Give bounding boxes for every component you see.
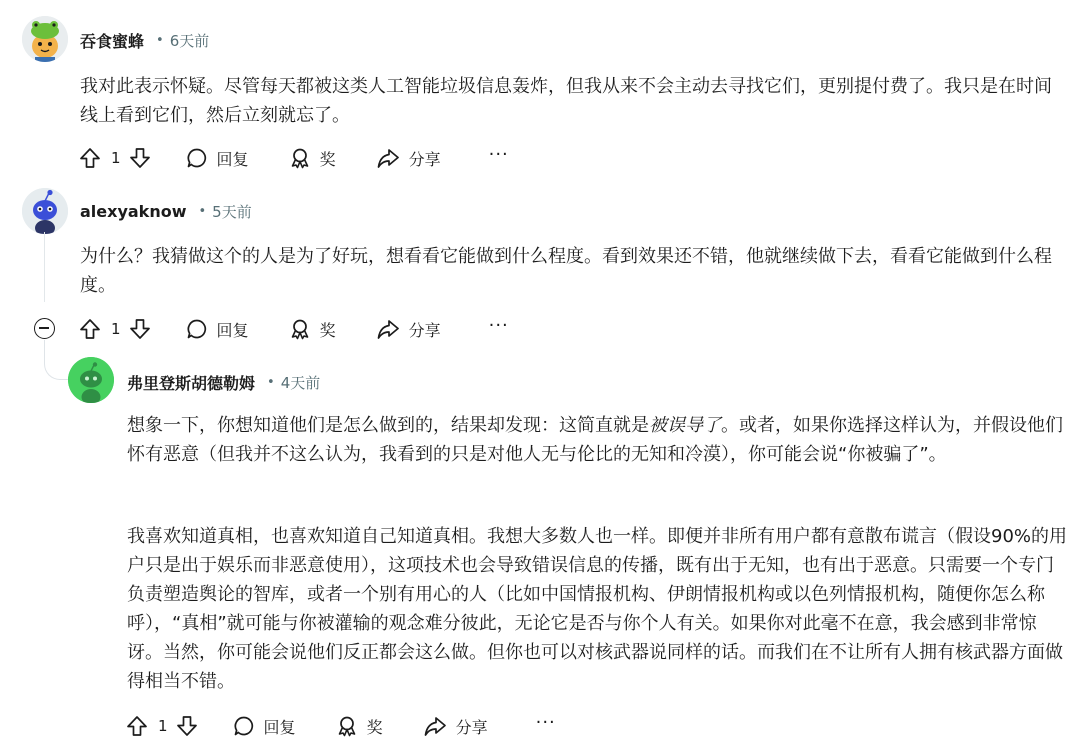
comment-body: 我对此表示怀疑。尽管每天都被这类人工智能垃圾信息轰炸，但我从来不会主动去寻找它们，更别提付费了。我只是在时间线上看到它们，然后立刻就忘了。: [80, 76, 1052, 126]
avatar[interactable]: [68, 357, 114, 403]
more-options-button[interactable]: ···: [488, 144, 509, 165]
avatar-snoo-icon: [22, 188, 68, 234]
timestamp[interactable]: 6天前: [169, 32, 210, 50]
upvote-button[interactable]: [125, 714, 149, 738]
paragraph-text: 。或者，如果你选择这样认为，并假设他们怀有恶意（但我并不这么认为，我看到的只是对他人无与伦比的无知和冷漠），你可能会说“你被骗了”。: [127, 415, 1063, 465]
comment-meta: [80, 201, 252, 222]
share-button[interactable]: [376, 147, 441, 170]
award-label: 奖: [366, 717, 383, 737]
username[interactable]: alexyaknow: [80, 202, 187, 221]
downvote-button[interactable]: [128, 317, 152, 341]
share-label: 分享: [455, 717, 488, 737]
upvote-icon: [78, 317, 102, 341]
comment-body: 为什么？我猜做这个的人是为了好玩，想看看它能做到什么程度。看到效果还不错，他就继续做下去，看看它能做到什么程度。: [80, 246, 1052, 296]
avatar[interactable]: [22, 16, 68, 62]
share-arrow-icon: [376, 318, 400, 340]
reply-label: 回复: [216, 149, 249, 169]
timestamp[interactable]: 5天前: [212, 203, 252, 221]
reply-label: 回复: [216, 320, 249, 340]
upvote-button[interactable]: [78, 317, 102, 341]
reply-bubble-icon: [233, 715, 255, 737]
downvote-icon: [128, 146, 152, 170]
share-arrow-icon: [376, 147, 400, 169]
downvote-icon: [175, 714, 199, 738]
avatar-frog-hat-icon: [22, 16, 68, 62]
share-arrow-icon: [423, 715, 447, 737]
comment-meta: [127, 371, 320, 394]
vote-count: 1: [111, 149, 121, 167]
reply-bubble-icon: [186, 318, 208, 340]
collapse-icon[interactable]: [34, 318, 55, 339]
comment-actions: [78, 314, 509, 344]
share-label: 分享: [408, 320, 441, 340]
award-label: 奖: [319, 149, 336, 169]
reply-label: 回复: [263, 717, 296, 737]
share-button[interactable]: [376, 318, 441, 341]
emphasis-text: 被误导了: [649, 415, 721, 436]
thread-connector: [44, 340, 68, 380]
username[interactable]: 弗里登斯胡德勒姆: [127, 374, 256, 393]
award-button[interactable]: [336, 715, 383, 738]
username[interactable]: 吞食蜜蜂: [80, 32, 145, 51]
award-icon: [336, 715, 358, 737]
upvote-button[interactable]: [78, 146, 102, 170]
comment-meta: [80, 29, 209, 52]
reply-button[interactable]: [186, 147, 249, 170]
paragraph-text: 想象一下，你想知道他们是怎么做到的，结果却发现：这简直就是: [127, 415, 649, 436]
reply-button[interactable]: [186, 318, 249, 341]
downvote-icon: [128, 317, 152, 341]
share-button[interactable]: [423, 715, 488, 738]
award-button[interactable]: [289, 318, 336, 341]
downvote-button[interactable]: [175, 714, 199, 738]
award-icon: [289, 147, 311, 169]
avatar-snoo-icon: [68, 357, 114, 403]
award-label: 奖: [319, 320, 336, 340]
share-label: 分享: [408, 149, 441, 169]
downvote-button[interactable]: [128, 146, 152, 170]
award-button[interactable]: [289, 147, 336, 170]
thread-line: [44, 232, 45, 302]
comment-paragraph: 我喜欢知道真相，也喜欢知道自己知道真相。我想大多数人也一样。即便并非所有用户都有意散布谎言（假设90%的用户只是出于娱乐而非恶意使用），这项技术也会导致错误信息的传播，既有出于无知，也有出于恶意。只需要一个专门负责塑造舆论的智库，或者一个别有用心的人（比如中国情报机构、伊朗情报机构或以色列情报机构，随便你怎么称呼），“真相”就可能与你被灌输的观念难分彼此，无论它是否与你个人有关。如果你对此毫不在意，我会感到非常惊讶。当然，你可能会说他们反正都会这么做。但你也可以对核武器说同样的话。而我们在不让所有人拥有核武器方面做得相当不错。: [127, 526, 1068, 692]
more-options-button[interactable]: ···: [535, 712, 556, 733]
separator-dot: •: [156, 33, 164, 48]
reply-bubble-icon: [186, 147, 208, 169]
vote-count: 1: [158, 717, 168, 735]
comment-actions: [125, 711, 556, 741]
separator-dot: •: [267, 375, 275, 390]
reply-button[interactable]: [233, 715, 296, 738]
separator-dot: •: [198, 204, 207, 219]
avatar[interactable]: [22, 188, 68, 234]
more-options-button[interactable]: ···: [488, 315, 509, 336]
vote-count: 1: [111, 320, 121, 338]
timestamp[interactable]: 4天前: [280, 374, 321, 392]
upvote-icon: [125, 714, 149, 738]
award-icon: [289, 318, 311, 340]
upvote-icon: [78, 146, 102, 170]
comment-actions: [78, 143, 509, 173]
comment-paragraph: [127, 411, 1067, 469]
